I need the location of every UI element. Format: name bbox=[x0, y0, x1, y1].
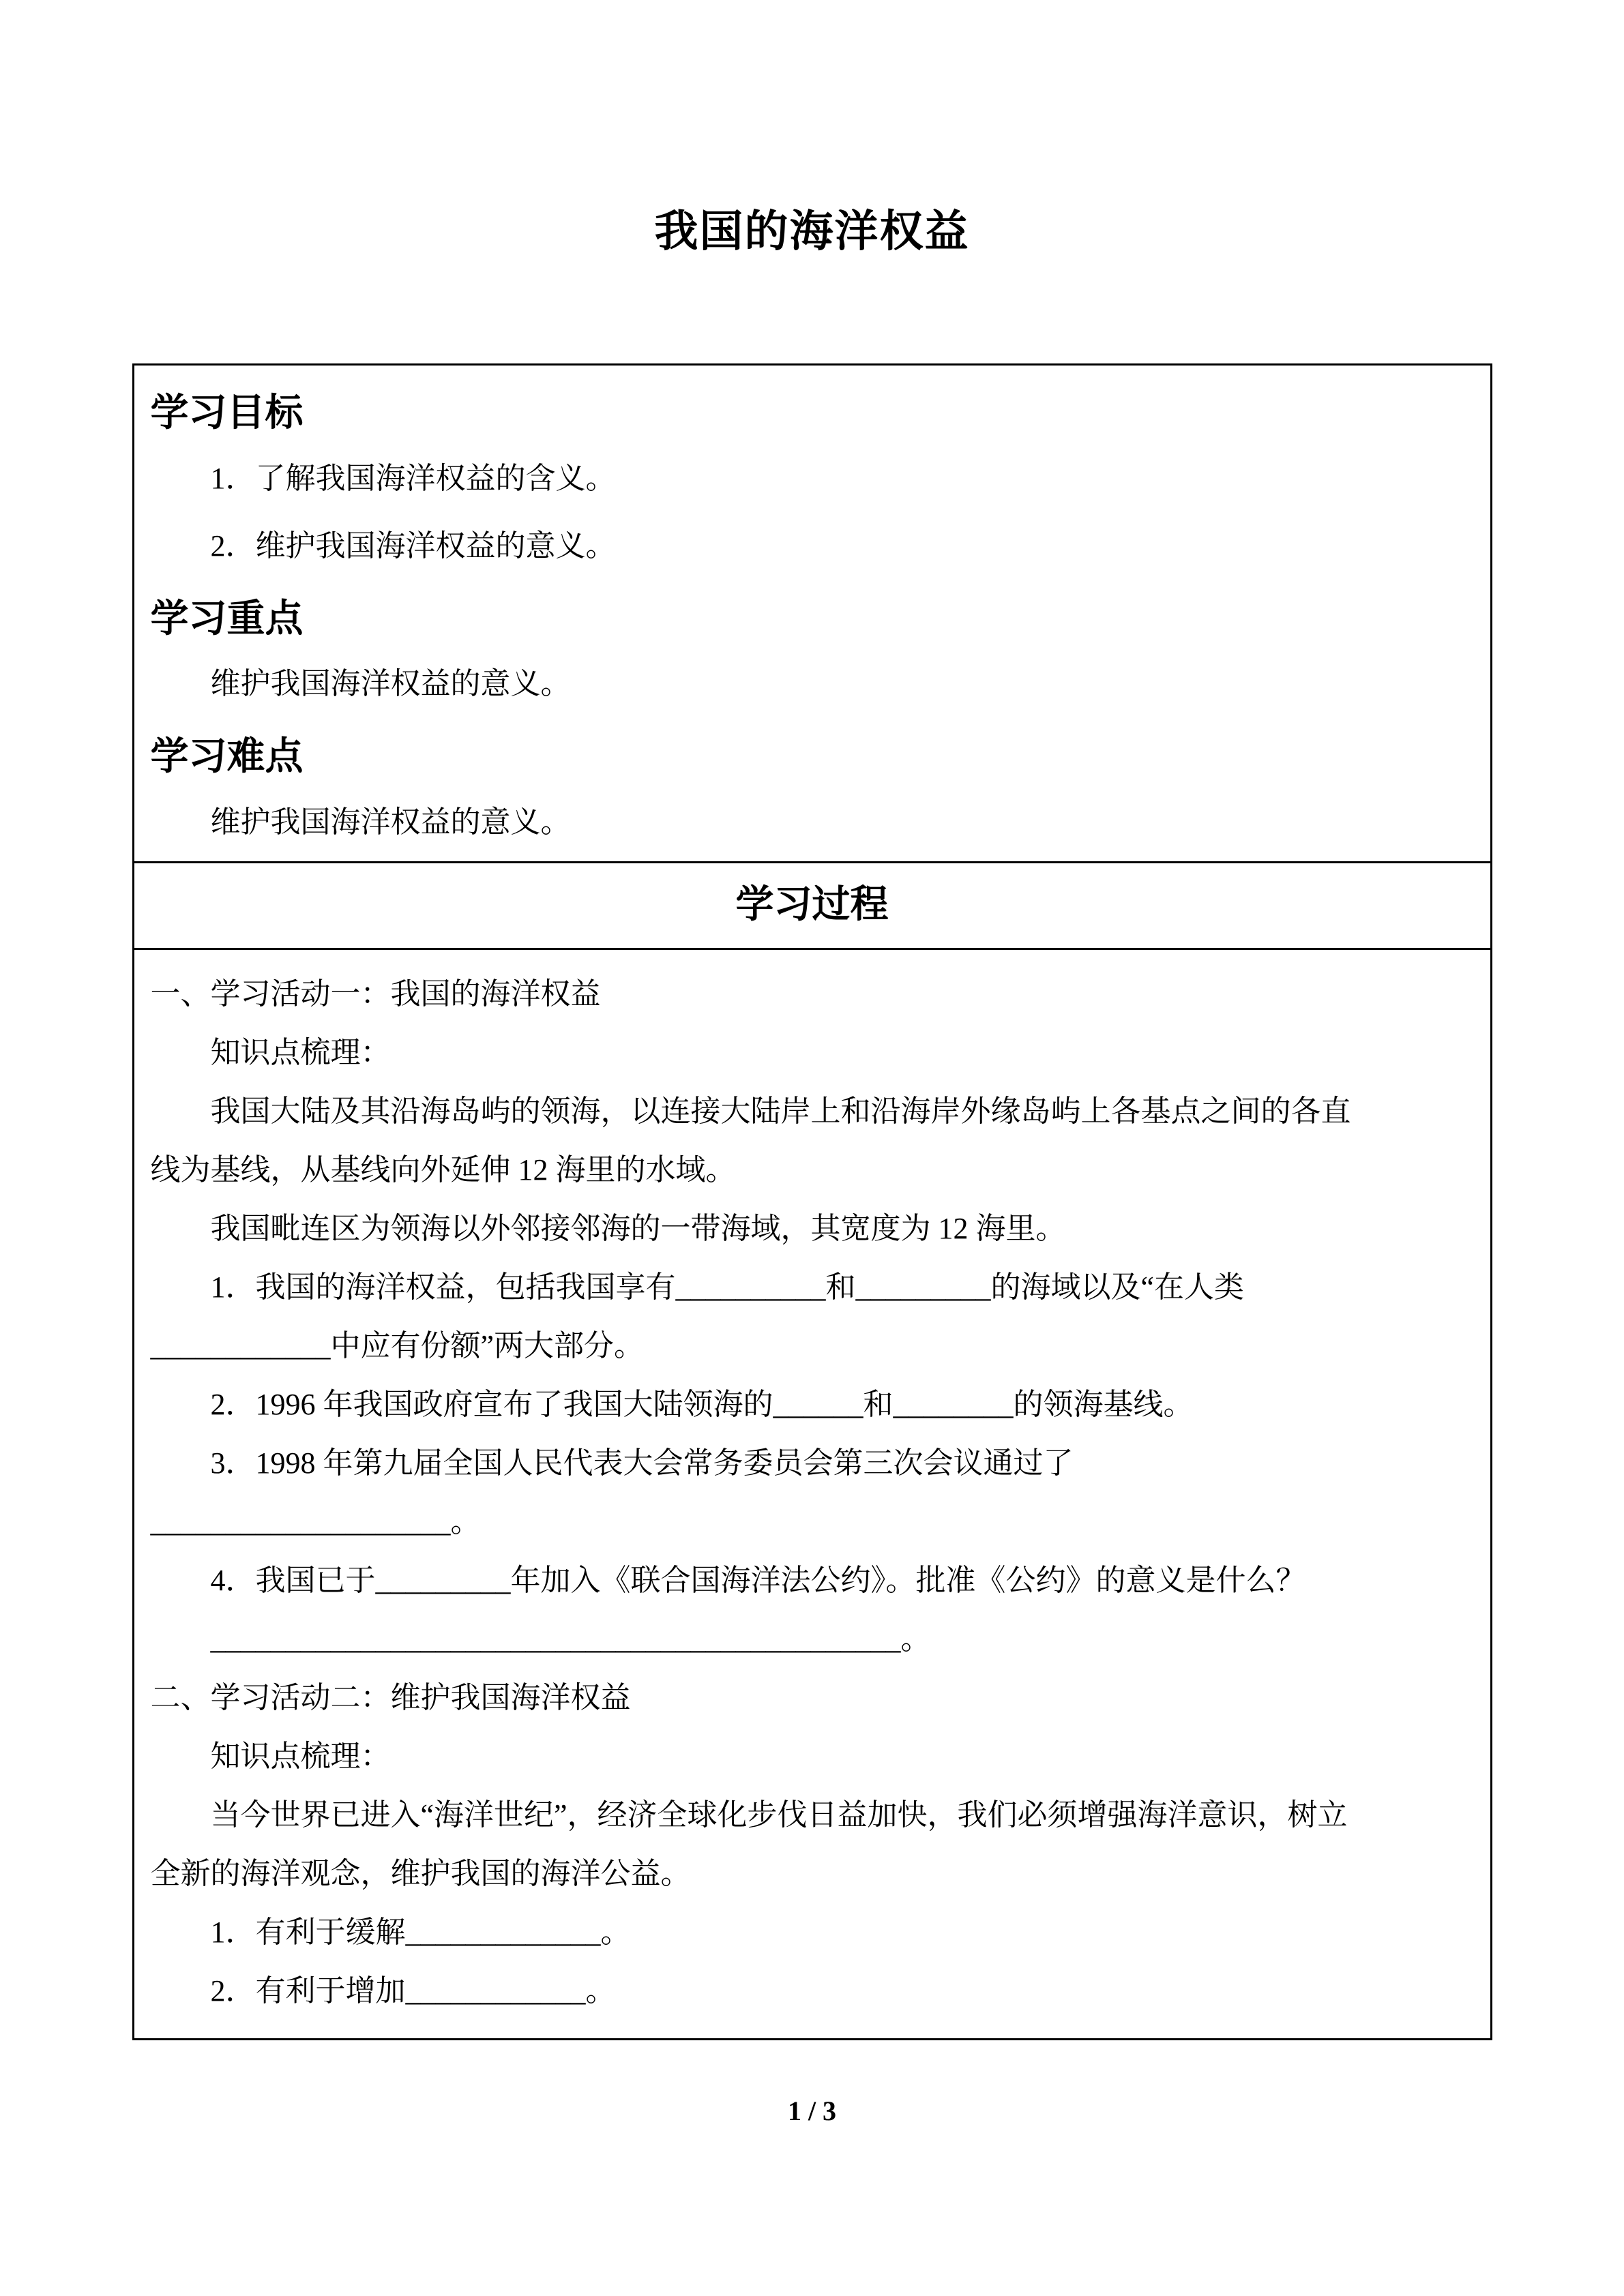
document-title: 我国的海洋权益 bbox=[654, 207, 970, 256]
process-line: ______________________________________________。 bbox=[150, 1622, 931, 1656]
process-line: 我国大陆及其沿海岛屿的领海，以连接大陆岸上和沿海岸外缘岛屿上各基点之间的各直 bbox=[150, 1094, 1351, 1128]
process-line: 我国毗连区为领海以外邻接邻海的一带海域，其宽度为 12 海里。 bbox=[150, 1211, 1066, 1245]
difficulty-text: 维护我国海洋权益的意义。 bbox=[150, 805, 571, 839]
process-line: 当今世界已进入“海洋世纪”，经济全球化步伐日益加快，我们必须增强海洋意识，树立 bbox=[150, 1798, 1348, 1832]
process-lines bbox=[151, 965, 1474, 2021]
difficulty-heading: 学习难点 bbox=[150, 736, 304, 779]
process-line: 1．有利于缓解_____________。 bbox=[150, 1915, 631, 1949]
process-line: 3．1998 年第九届全国人民代表大会常务委员会第三次会议通过了 bbox=[150, 1446, 1074, 1480]
process-line: ____________中应有份额”两大部分。 bbox=[150, 1328, 645, 1362]
process-line: ____________________。 bbox=[150, 1504, 481, 1538]
process-body-row bbox=[134, 950, 1490, 2038]
process-line: 二、学习活动二：维护我国海洋权益 bbox=[150, 1680, 631, 1714]
process-line: 线为基线，从基线向外延伸 12 海里的水域。 bbox=[150, 1152, 736, 1187]
process-line: 知识点梳理： bbox=[150, 1739, 391, 1773]
process-line: 2．有利于增加____________。 bbox=[150, 1973, 616, 2008]
focus-heading: 学习重点 bbox=[150, 597, 304, 640]
objectives-list bbox=[151, 445, 1474, 580]
process-line: 全新的海洋观念，维护我国的海洋公益。 bbox=[150, 1856, 691, 1890]
process-line: 4．我国已于_________年加入《联合国海洋法公约》。批准《公约》的意义是什么？ bbox=[150, 1563, 1306, 1597]
process-line: 知识点梳理： bbox=[150, 1035, 391, 1069]
objectives-heading: 学习目标 bbox=[150, 392, 304, 435]
section-overview-row bbox=[134, 366, 1490, 861]
process-heading: 学习过程 bbox=[735, 883, 889, 926]
objectives-item: 1．了解我国海洋权益的含义。 bbox=[150, 461, 616, 495]
process-line: 一、学习活动一：我国的海洋权益 bbox=[150, 976, 601, 1011]
focus-text: 维护我国海洋权益的意义。 bbox=[150, 667, 571, 701]
process-line: 2．1996 年我国政府宣布了我国大陆领海的______和________的领海基线。 bbox=[150, 1387, 1194, 1421]
process-line: 1．我国的海洋权益，包括我国享有__________和_________的海域以及“在人类 bbox=[150, 1270, 1245, 1304]
page-number: 1 / 3 bbox=[787, 2095, 837, 2126]
process-header-row bbox=[134, 861, 1490, 950]
objectives-item: 2．维护我国海洋权益的意义。 bbox=[150, 528, 616, 563]
worksheet-table bbox=[132, 363, 1492, 2040]
page-footer bbox=[0, 2093, 1624, 2129]
